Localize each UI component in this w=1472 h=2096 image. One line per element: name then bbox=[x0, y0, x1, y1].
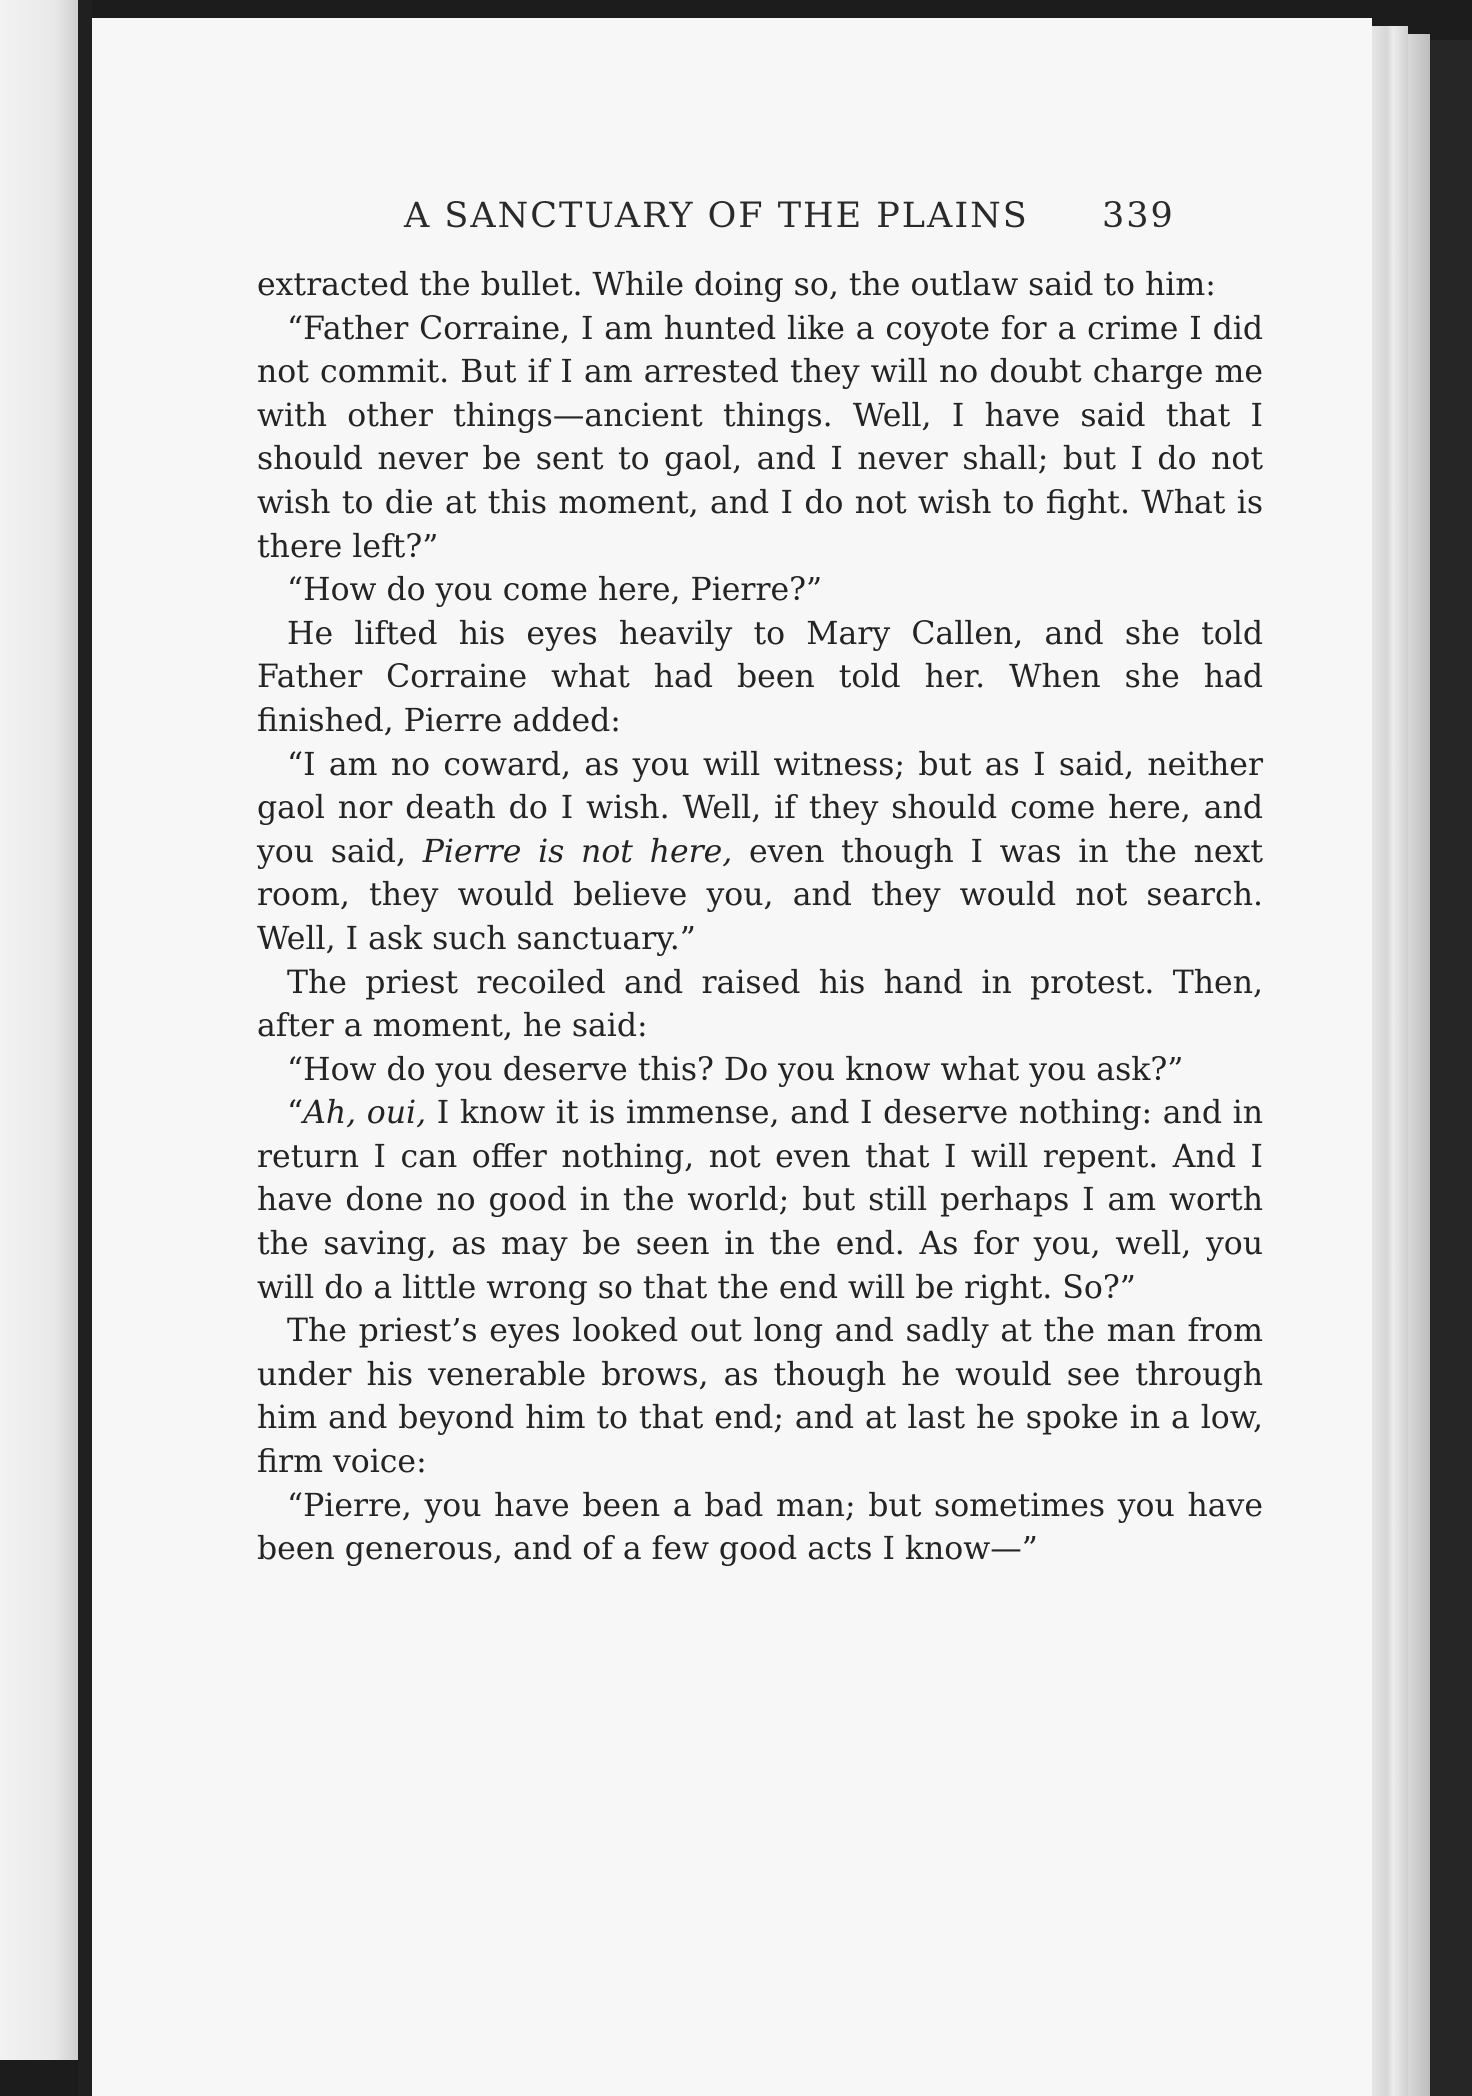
paragraph-italic-text: Ah, oui, bbox=[303, 1095, 427, 1132]
previous-page-edge bbox=[0, 0, 78, 2060]
scan-background bbox=[1430, 40, 1472, 2096]
paragraph: “How do you come here, Pierre?” bbox=[287, 572, 823, 609]
page-number: 339 bbox=[1102, 196, 1175, 236]
paragraph-text: I know it is immense, and I deserve nothing: and in return I can offer nothing, not even that I will repent. And I have done no good in the world; but still perhaps I am worth the saving, as may be seen in the end. As for you, well, you will do a little wrong so that the end will be right. So?” bbox=[257, 1095, 1263, 1306]
page-stack-edge bbox=[1372, 26, 1408, 2096]
paragraph: He lifted his eyes heavily to Mary Callen, and she told Father Corraine what had been told her. When she had finished, Pierre added: bbox=[257, 615, 1263, 739]
paragraph: The priest’s eyes looked out long and sadly at the man from under his venerable brows, as though he would see through him and beyond him to that end; and at last he spoke in a low, firm voice: bbox=[257, 1313, 1263, 1481]
paragraph: “Father Corraine, I am hunted like a coyote for a crime I did not commit. But if I am arrested they will no doubt charge me with other things—ancient things. Well, I have said that I should never be sent to gaol, and I never shall; but I do not wish to die at this moment, and I do not wish to fight. What is there left?” bbox=[257, 310, 1263, 565]
paragraph bbox=[257, 1092, 1263, 1310]
paragraph-text: “I am no coward, as you will witness; but as I said, neither gaol nor death do I wish. Well, if they should come here, and you said, bbox=[257, 746, 1263, 870]
paragraph: “How do you deserve this? Do you know what you ask?” bbox=[287, 1051, 1184, 1088]
paragraph: extracted the bullet. While doing so, the outlaw said to him: bbox=[257, 267, 1216, 303]
paragraph-italic-text: Pierre is not here, bbox=[422, 833, 733, 870]
book-page bbox=[92, 18, 1372, 2096]
body-text bbox=[257, 264, 1263, 1572]
paragraph bbox=[257, 744, 1263, 962]
book-gutter bbox=[78, 0, 92, 2096]
paragraph-text: “ bbox=[287, 1095, 304, 1132]
paragraph-text: even though I was in the next room, they would believe you, and they would not search. Well, I ask such sanctuary.” bbox=[257, 833, 1264, 957]
running-head-title: A SANCTUARY OF THE PLAINS bbox=[404, 196, 1029, 236]
paragraph: “Pierre, you have been a bad man; but sometimes you have been generous, and of a few good acts I know—” bbox=[257, 1487, 1263, 1568]
paragraph: The priest recoiled and raised his hand in protest. Then, after a moment, he said: bbox=[257, 964, 1263, 1045]
page-stack-edge-shadow bbox=[1408, 34, 1430, 2096]
